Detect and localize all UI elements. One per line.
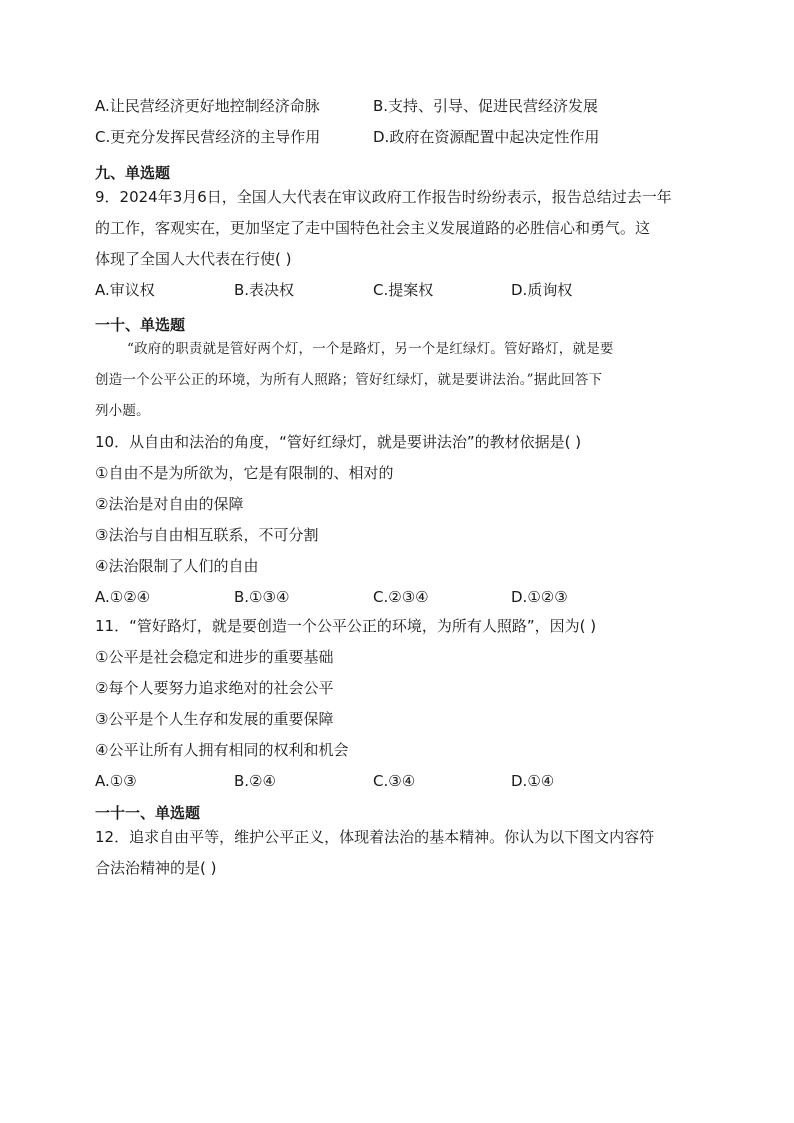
- q9-stem-line-2: 的工作，客观实在，更加坚定了走中国特色社会主义发展道路的必胜信心和勇气。这: [95, 219, 651, 237]
- q10-option-d[interactable]: D.①②③: [511, 588, 568, 606]
- q11-item-2: ②每个人要努力追求绝对的社会公平: [95, 679, 334, 697]
- material-line-1: “政府的职责就是管好两个灯，一个是路灯，另一个是红绿灯。管好路灯，就是要: [127, 341, 614, 357]
- q8-option-a[interactable]: A.让民营经济更好地控制经济命脉: [95, 97, 320, 115]
- q8-option-b[interactable]: B.支持、引导、促进民营经济发展: [373, 97, 599, 115]
- q10-item-3: ③法治与自由相互联系，不可分割: [95, 526, 319, 544]
- q10-option-c[interactable]: C.②③④: [373, 588, 429, 606]
- q11-option-d[interactable]: D.①④: [511, 772, 555, 790]
- q10-option-a[interactable]: A.①②④: [95, 588, 151, 606]
- section-9-heading: 九、单选题: [95, 164, 171, 182]
- q9-stem-line-3: 体现了全国人大代表在行使( ): [95, 250, 292, 268]
- q11-item-1: ①公平是社会稳定和进步的重要基础: [95, 648, 334, 666]
- section-11-heading: 一十一、单选题: [95, 804, 201, 822]
- q10-stem: 10．从自由和法治的角度，“管好红绿灯，就是要讲法治”的教材依据是( ): [95, 433, 582, 451]
- q10-item-2: ②法治是对自由的保障: [95, 495, 244, 513]
- q9-option-d[interactable]: D.质询权: [511, 281, 573, 299]
- material-line-2: 创造一个公平公正的环境，为所有人照路；管好红绿灯，就是要讲法治。”据此回答下: [95, 372, 603, 388]
- q10-option-b[interactable]: B.①③④: [234, 588, 290, 606]
- q11-stem: 11．“管好路灯，就是要创造一个公平公正的环境，为所有人照路”，因为( ): [95, 617, 597, 635]
- q12-stem-line-2: 合法治精神的是( ): [95, 859, 217, 877]
- q9-option-a[interactable]: A.审议权: [95, 281, 155, 299]
- q8-option-d[interactable]: D.政府在资源配置中起决定性作用: [373, 128, 600, 146]
- material-line-3: 列小题。: [95, 403, 150, 419]
- q11-item-4: ④公平让所有人拥有相同的权利和机会: [95, 741, 349, 759]
- q11-option-b[interactable]: B.②④: [234, 772, 276, 790]
- q9-option-c[interactable]: C.提案权: [373, 281, 434, 299]
- section-10-heading: 一十、单选题: [95, 316, 186, 334]
- q9-stem-line-1: 9．2024年3月6日，全国人大代表在审议政府工作报告时纷纷表示，报告总结过去一年: [95, 188, 672, 206]
- q11-option-a[interactable]: A.①③: [95, 772, 137, 790]
- q12-stem-line-1: 12．追求自由平等，维护公平正义，体现着法治的基本精神。你认为以下图文内容符: [95, 828, 655, 846]
- q8-option-c[interactable]: C.更充分发挥民营经济的主导作用: [95, 128, 321, 146]
- q9-option-b[interactable]: B.表决权: [234, 281, 295, 299]
- q10-item-1: ①自由不是为所欲为，它是有限制的、相对的: [95, 464, 394, 482]
- q10-item-4: ④法治限制了人们的自由: [95, 557, 259, 575]
- q11-option-c[interactable]: C.③④: [373, 772, 416, 790]
- q11-item-3: ③公平是个人生存和发展的重要保障: [95, 710, 334, 728]
